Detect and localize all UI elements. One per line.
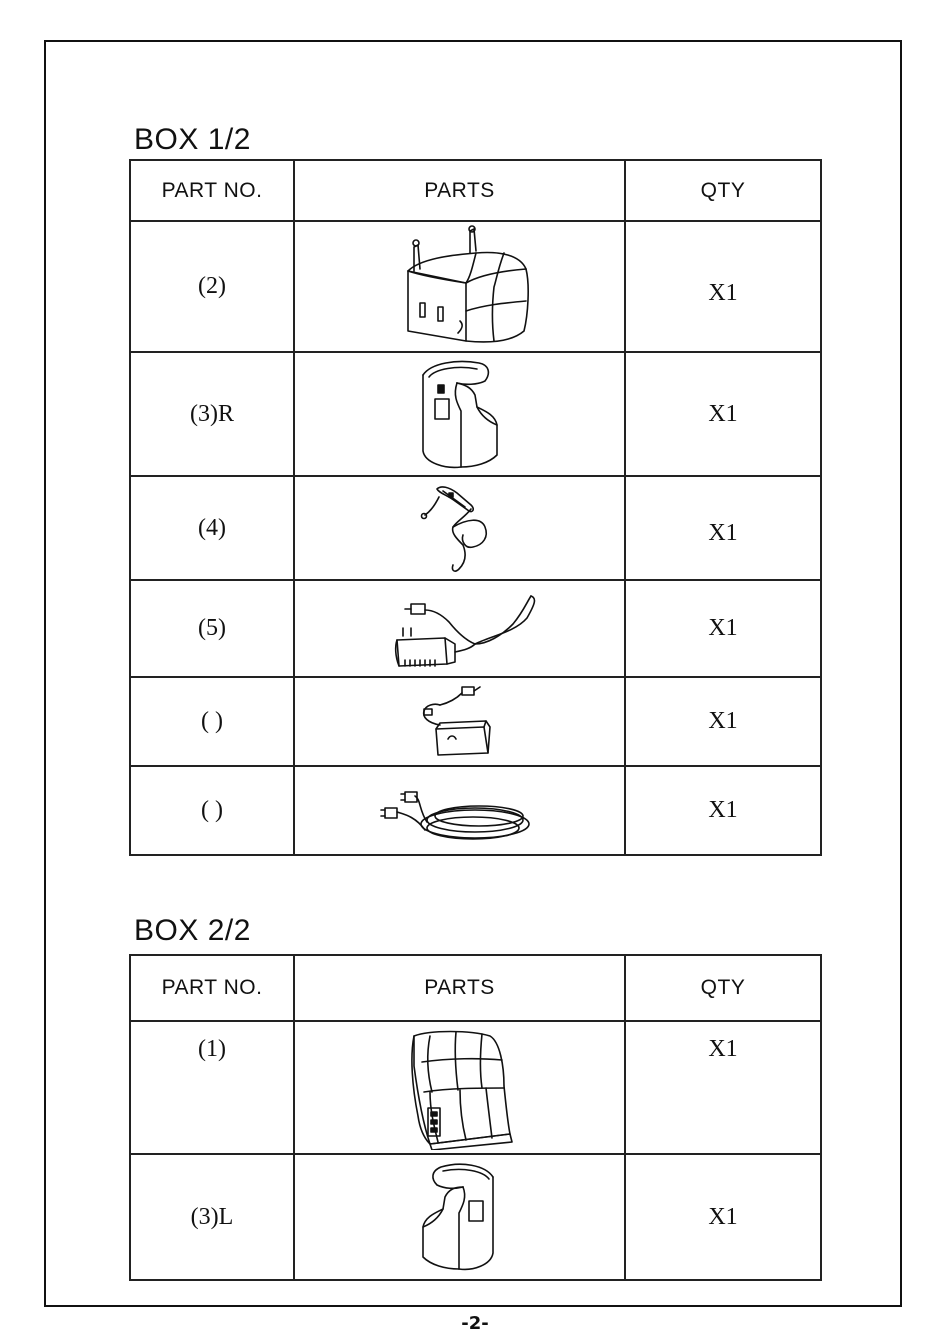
quantity: X1 bbox=[625, 1021, 821, 1154]
power-cord-icon bbox=[375, 770, 545, 852]
quantity: X1 bbox=[625, 1154, 821, 1280]
armrest-left-icon bbox=[405, 1157, 515, 1277]
header-parts: PARTS bbox=[294, 955, 625, 1021]
table-row bbox=[130, 677, 821, 766]
quantity: X1 bbox=[625, 476, 821, 580]
seat-cushion-icon bbox=[380, 225, 540, 349]
backrest-icon bbox=[400, 1026, 520, 1150]
page-number: -2- bbox=[461, 1313, 489, 1334]
header-part-no: PART NO. bbox=[130, 160, 294, 221]
power-adapter-icon bbox=[375, 584, 545, 674]
armrest-right-icon bbox=[405, 355, 515, 473]
table-header-row bbox=[130, 955, 821, 1021]
remote-control-icon bbox=[405, 479, 515, 577]
header-parts: PARTS bbox=[294, 160, 625, 221]
power-supply-box-icon bbox=[400, 681, 520, 763]
table-row bbox=[130, 1021, 821, 1154]
part-number: (3)L bbox=[130, 1154, 294, 1280]
quantity: X1 bbox=[625, 221, 821, 352]
box2-parts-table bbox=[129, 954, 822, 1281]
part-number: (1) bbox=[130, 1021, 294, 1154]
part-number: (3)R bbox=[130, 352, 294, 476]
part-number: (5) bbox=[130, 580, 294, 677]
table-row bbox=[130, 580, 821, 677]
part-number: ( ) bbox=[130, 766, 294, 855]
header-part-no: PART NO. bbox=[130, 955, 294, 1021]
quantity: X1 bbox=[625, 352, 821, 476]
header-qty: QTY bbox=[625, 955, 821, 1021]
box2-title: BOX 2/2 bbox=[134, 914, 251, 947]
table-row bbox=[130, 766, 821, 855]
table-row bbox=[130, 476, 821, 580]
part-number: (4) bbox=[130, 476, 294, 580]
quantity: X1 bbox=[625, 580, 821, 677]
table-row bbox=[130, 352, 821, 476]
table-row bbox=[130, 1154, 821, 1280]
box1-title: BOX 1/2 bbox=[134, 123, 251, 156]
quantity: X1 bbox=[625, 677, 821, 766]
box1-parts-table bbox=[129, 159, 822, 856]
table-header-row bbox=[130, 160, 821, 221]
part-number: (2) bbox=[130, 221, 294, 352]
table-row bbox=[130, 221, 821, 352]
header-qty: QTY bbox=[625, 160, 821, 221]
quantity: X1 bbox=[625, 766, 821, 855]
part-number: ( ) bbox=[130, 677, 294, 766]
